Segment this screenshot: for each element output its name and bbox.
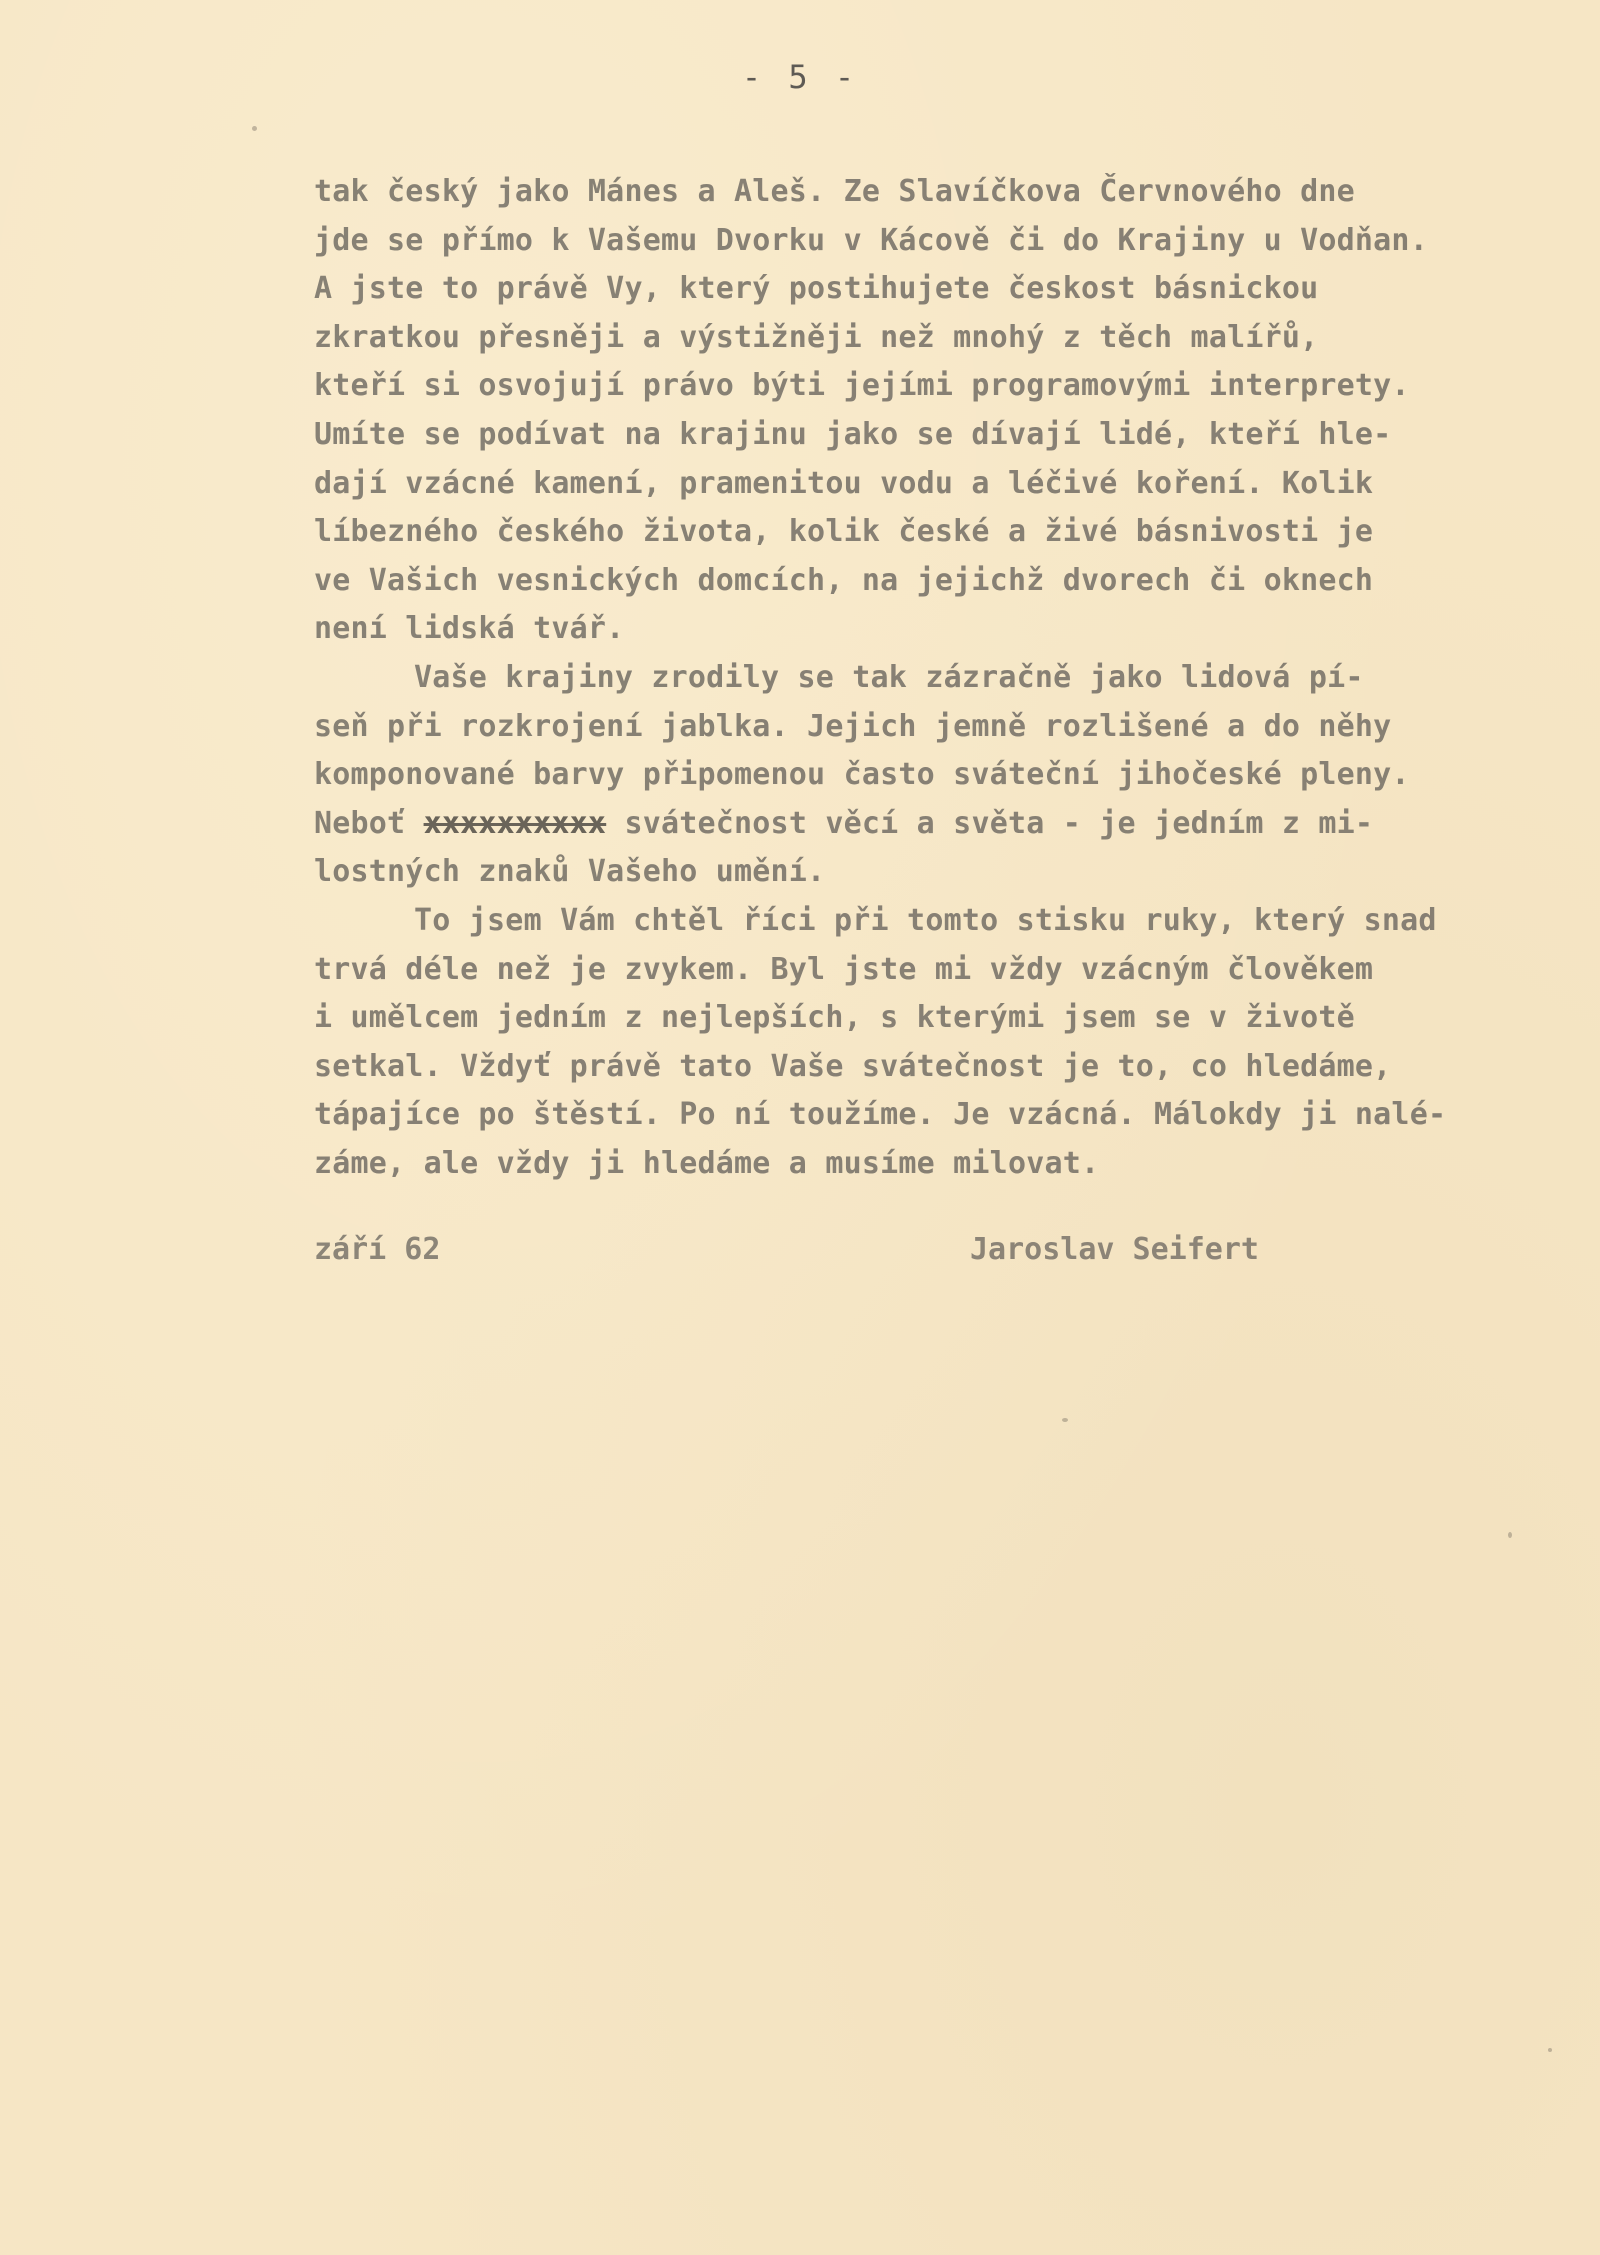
paragraph-3-line: i umělcem jedním z nejlepších, s kterými jsem se v životě bbox=[314, 1000, 1355, 1036]
paragraph-1-line: dají vzácné kamení, pramenitou vodu a léčivé koření. Kolik bbox=[314, 465, 1374, 501]
struck-out-text: xxxxxxxxxx bbox=[423, 805, 607, 841]
paragraph-2-line: Vaše krajiny zrodily se tak zázračně jako lidová pí- bbox=[414, 659, 1364, 695]
paragraph-2-line-with-strikeout bbox=[314, 800, 1574, 849]
paragraph-2-line: seň při rozkrojení jablka. Jejich jemně rozlišené a do něhy bbox=[314, 708, 1392, 744]
paper-speck bbox=[1508, 1532, 1512, 1538]
line-prefix: Neboť bbox=[314, 805, 424, 841]
paper-speck bbox=[1062, 1418, 1068, 1422]
paragraph-1-line: tak český jako Mánes a Aleš. Ze Slavíčkova Červnového dne bbox=[314, 174, 1355, 209]
paragraph-3-line: trvá déle než je zvykem. Byl jste mi vždy vzácným člověkem bbox=[314, 951, 1374, 987]
paragraph-1-line: jde se přímo k Vašemu Dvorku v Kácově či do Krajiny u Vodňan. bbox=[314, 222, 1428, 258]
paper-speck bbox=[1548, 2048, 1552, 2052]
page-number: - 5 - bbox=[741, 58, 859, 96]
paragraph-1-line: líbezného českého života, kolik české a živé básnivosti je bbox=[314, 514, 1374, 550]
letter-body bbox=[314, 168, 1574, 1188]
line-rest: sváteč​nost věcí a světa - je jedním z mi- bbox=[624, 805, 1374, 841]
paragraph-3-line: záme, ale vždy ji hledáme a musíme milovat. bbox=[314, 1145, 1100, 1181]
paragraph-3-line: To jsem Vám chtěl říci při tomto stisku ruky, který snad bbox=[414, 902, 1437, 938]
paragraph-3-line: setkal. Vždyť právě tato Vaše svátečnost je to, co hledáme, bbox=[314, 1048, 1392, 1084]
paragraph-3-line: tápajíce po štěstí. Po ní toužíme. Je vzácná. Málokdy ji nalé- bbox=[314, 1097, 1447, 1133]
paragraph-1-line: A jste to právě Vy, který postihujete českost básnickou bbox=[314, 271, 1319, 307]
paragraph-1-line: kteří si osvojují právo býti jejími programovými interprety. bbox=[314, 368, 1410, 404]
paragraph-1-line: Umíte se podívat na krajinu jako se dívají lidé, kteří hle- bbox=[314, 416, 1392, 452]
paragraph-2-line: lostných znaků Vašeho umění. bbox=[314, 854, 826, 890]
paragraph-2-line: komponované barvy připomenou často sváteční jihočeské pleny. bbox=[314, 757, 1410, 793]
paper-speck bbox=[252, 126, 257, 131]
letter-date: září 62 bbox=[314, 1232, 441, 1267]
typed-signature: Jaroslav Seifert bbox=[970, 1232, 1259, 1267]
paragraph-1-line: ve Vašich vesnických domcích, na jejichž dvorech či oknech bbox=[314, 562, 1374, 598]
paragraph-1-line: není lidská tvář. bbox=[314, 611, 625, 647]
paragraph-1-line: zkratkou přesněji a výstižněji než mnohý z těch malířů, bbox=[314, 319, 1319, 355]
